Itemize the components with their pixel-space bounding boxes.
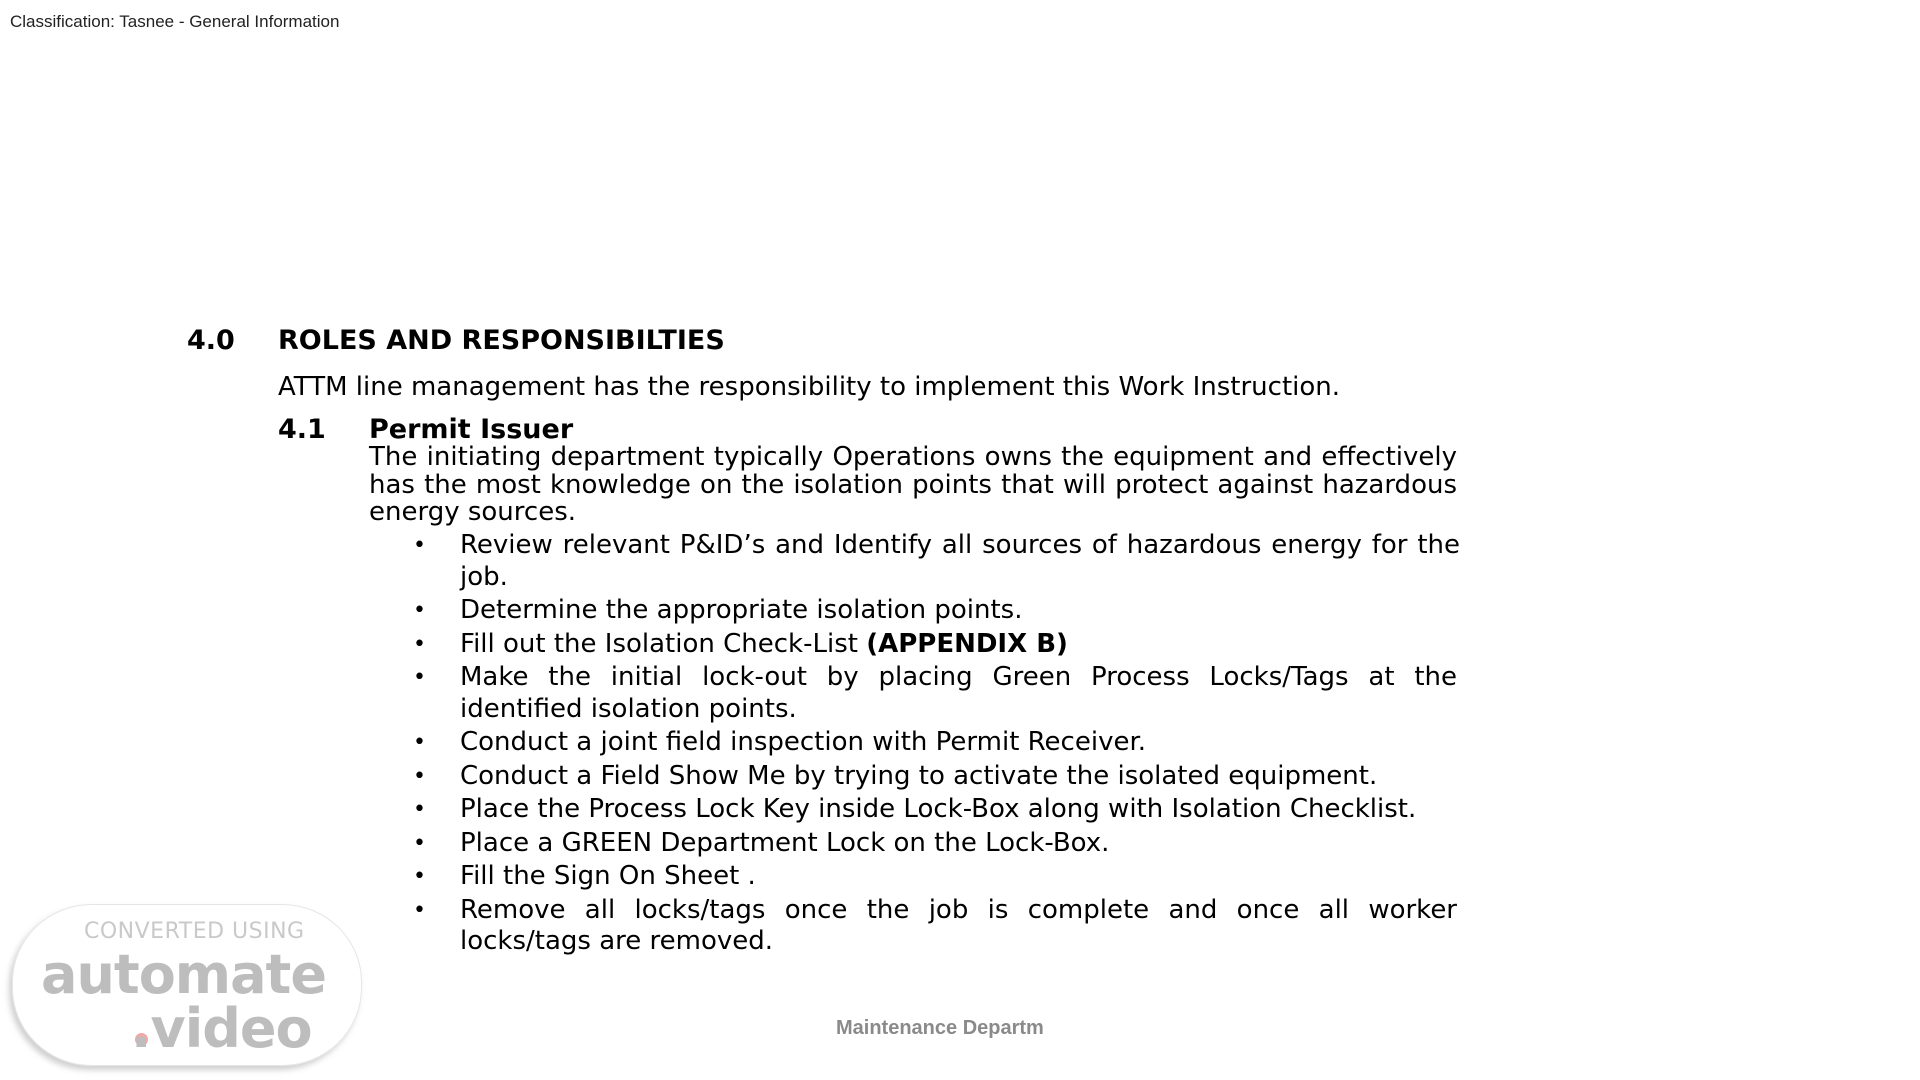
page-footer: Maintenance Departm (836, 1017, 1044, 1039)
subsection-title: Permit Issuer (369, 414, 574, 445)
watermark-brand-suffix: .video (131, 997, 312, 1060)
classification-label: Classification: Tasnee - General Information (10, 12, 340, 31)
list-item (369, 595, 1457, 627)
list-item (369, 828, 1457, 860)
list-item (369, 727, 1457, 759)
list-item (369, 895, 1457, 958)
watermark-badge (12, 904, 362, 1066)
bullet-icon: • (413, 665, 426, 690)
list-item-text: Fill out the Isolation Check-List (460, 628, 867, 659)
bullet-icon: • (413, 830, 426, 856)
bullet-icon: • (413, 763, 426, 789)
list-item (369, 794, 1460, 826)
subsection-description: The initiating department typically Operations owns the equipment and effectively has the most knowledge on the isolation points that will protect against hazardous energy sources. (369, 442, 1457, 527)
bullet-icon: • (413, 598, 426, 623)
watermark-brand: automate (41, 943, 326, 1006)
list-item-text: Place the Process Lock Key inside Lock-Box along with Isolation Checklist. (460, 794, 1417, 824)
bullet-icon: • (413, 631, 426, 657)
list-item (369, 629, 1457, 661)
appendix-reference: (APPENDIX B) (866, 628, 1068, 659)
bullet-icon: • (413, 533, 426, 558)
bullet-icon: • (413, 730, 426, 755)
subsection-heading (278, 414, 573, 445)
section-intro: ATTM line management has the responsibility to implement this Work Instruction. (278, 372, 1341, 402)
list-item-text: Determine the appropriate isolation points. (460, 595, 1023, 625)
list-item (369, 861, 1457, 893)
list-item-text: Remove all locks/tags once the job is complete and once all worker locks/tags are removed. (460, 894, 1457, 956)
bullet-icon: • (413, 897, 426, 923)
bullet-icon: • (413, 864, 426, 889)
watermark-caption: CONVERTED USING (84, 919, 305, 944)
list-item-text: Conduct a joint field inspection with Permit Receiver. (460, 727, 1147, 757)
list-item-text: Place a GREEN Department Lock on the Lock-Box. (460, 827, 1110, 858)
bullet-icon: • (413, 797, 426, 822)
list-item-text: Fill the Sign On Sheet . (460, 861, 756, 891)
section-number: 4.0 (187, 325, 235, 356)
list-item (369, 662, 1457, 725)
section-title: ROLES AND RESPONSIBILTIES (278, 325, 725, 356)
list-item-text: Conduct a Field Show Me by trying to activate the isolated equipment. (460, 760, 1378, 791)
list-item-text: Make the initial lock-out by placing Green Process Locks/Tags at the identified isolation points. (460, 662, 1457, 724)
section-heading (187, 325, 725, 356)
list-item-text: Review relevant P&ID’s and Identify all sources of hazardous energy for the job. (460, 530, 1460, 592)
list-item (369, 761, 1457, 793)
responsibility-list (369, 530, 1460, 960)
list-item (369, 530, 1460, 593)
subsection-number: 4.1 (278, 414, 326, 445)
